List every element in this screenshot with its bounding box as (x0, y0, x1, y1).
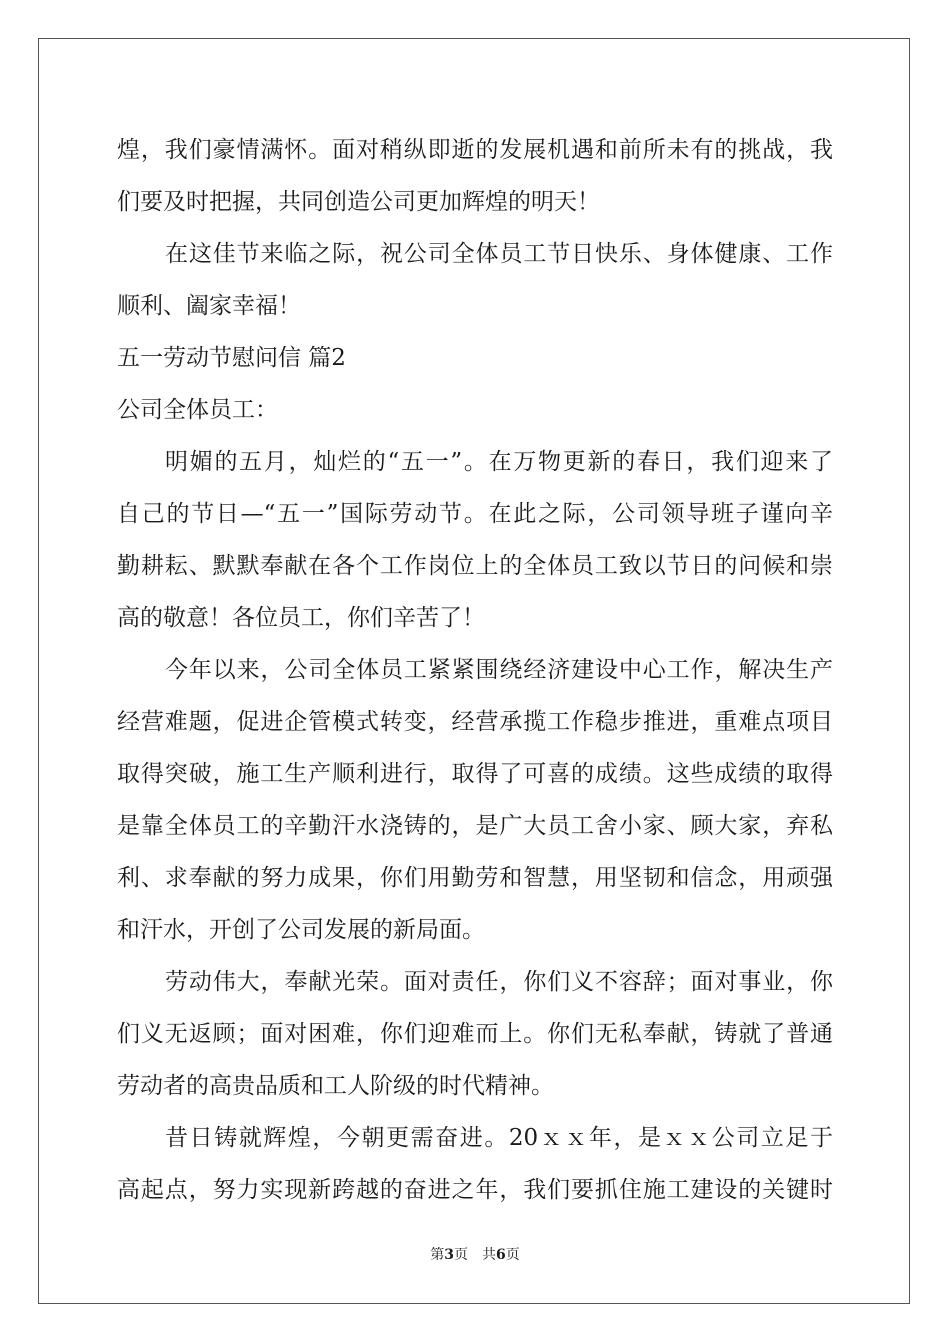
text-line: 劳动者的高贵品质和工人阶级的时代精神。 (117, 1073, 554, 1099)
text-line: 们要及时把握，共同创造公司更加辉煌的明天！ (117, 189, 600, 215)
text-line: 们义无返顾；面对困难，你们迎难而上。你们无私奉献，铸就了普通 (117, 1021, 833, 1047)
current-page-number: 3 (444, 1247, 454, 1263)
total-page-number: 6 (496, 1247, 506, 1263)
text-line: 和汗水，开创了公司发展的新局面。 (117, 917, 485, 943)
footer-suffix: 页 (505, 1247, 520, 1263)
text-line: 勤耕耘、默默奉献在各个工作岗位上的全体员工致以节日的问候和崇 (117, 553, 833, 579)
text-line: 昔日铸就辉煌，今朝更需奋进。20ｘｘ年，是ｘｘ公司立足于 (165, 1125, 833, 1151)
text-line: 今年以来，公司全体员工紧紧围绕经济建设中心工作，解决生产 (165, 657, 833, 683)
footer-middle: 页 共 (454, 1247, 496, 1263)
page-footer (0, 1245, 950, 1265)
text-line: 经营难题，促进企管模式转变，经营承揽工作稳步推进，重难点项目 (117, 709, 833, 735)
text-line: 在这佳节来临之际，祝公司全体员工节日快乐、身体健康、工作 (165, 241, 833, 267)
text-line: 明媚的五月，灿烂的“五一”。在万物更新的春日，我们迎来了 (165, 449, 833, 475)
text-line: 高的敬意！各位员工，你们辛苦了！ (117, 605, 485, 631)
text-line: 公司全体员工： (117, 397, 278, 423)
text-line: 顺利、阖家幸福！ (117, 293, 301, 319)
text-line: 自己的节日—“五一”国际劳动节。在此之际，公司领导班子谨向辛 (117, 501, 833, 527)
text-line: 取得突破，施工生产顺利进行，取得了可喜的成绩。这些成绩的取得 (117, 761, 833, 787)
text-line: 五一劳动节慰问信 篇2 (117, 345, 346, 371)
text-line: 劳动伟大，奉献光荣。面对责任，你们义不容辞；面对事业，你 (165, 969, 833, 995)
text-line: 煌，我们豪情满怀。面对稍纵即逝的发展机遇和前所未有的挑战，我 (117, 137, 833, 163)
footer-prefix: 第 (430, 1247, 445, 1263)
document-body (117, 124, 833, 1216)
text-line: 是靠全体员工的辛勤汗水浇铸的，是广大员工舍小家、顾大家，弃私 (117, 813, 833, 839)
text-line: 高起点，努力实现新跨越的奋进之年，我们要抓住施工建设的关键时 (117, 1177, 833, 1203)
text-line: 利、求奉献的努力成果，你们用勤劳和智慧，用坚韧和信念，用顽强 (117, 865, 833, 891)
